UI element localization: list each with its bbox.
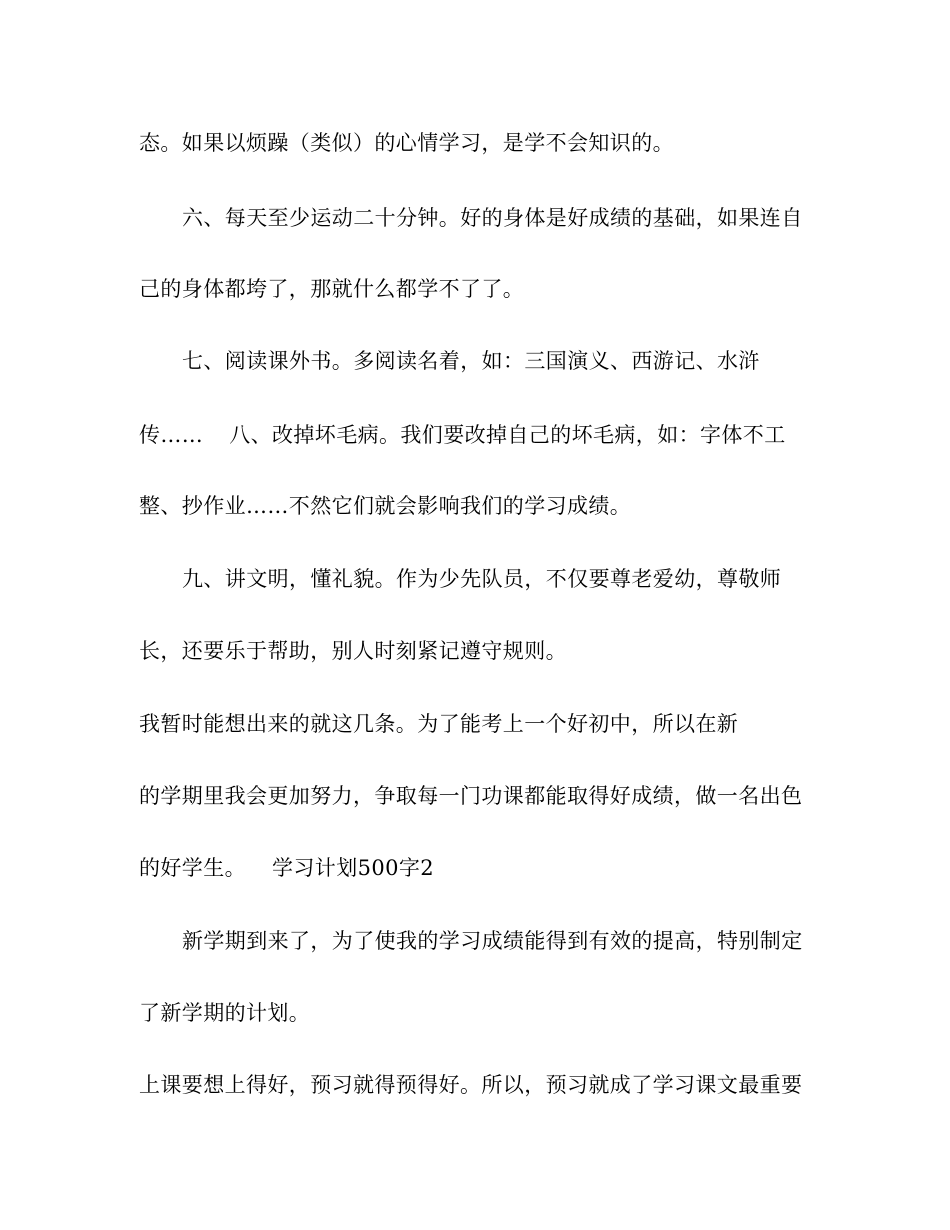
text-line: 长，还要乐于帮助，别人时刻紧记遵守规则。 (139, 639, 567, 663)
text-line: 整、抄作业……不然它们就会影响我们的学习成绩。 (139, 494, 632, 518)
text-line: 六、每天至少运动二十分钟。好的身体是好成绩的基础，如果连自 (182, 206, 803, 230)
text-line: 新学期到来了，为了使我的学习成绩能得到有效的提高，特别制定 (182, 929, 803, 953)
text-line: 己的身体都垮了，那就什么都学不了了。 (139, 277, 525, 301)
text-line: 七、阅读课外书。多阅读名着，如：三国演义、西游记、水浒 (182, 349, 760, 373)
text-line-combined (139, 420, 786, 450)
text-line-combined (139, 853, 434, 883)
text-fragment: 八、改掉坏毛病。我们要改掉自己的坏毛病，如：字体不工 (229, 423, 786, 447)
text-line: 的学期里我会更加努力，争取每一门功课都能取得好成绩，做一名出色 (139, 784, 803, 808)
text-line: 了新学期的计划。 (139, 1001, 311, 1025)
text-line: 我暂时能想出来的就这几条。为了能考上一个好初中，所以在新 (139, 712, 739, 736)
text-fragment: 的好学生。 (139, 856, 246, 880)
text-line: 九、讲文明，懂礼貌。作为少先队员，不仅要尊老爱幼，尊敬师 (182, 567, 782, 591)
text-line: 态。如果以烦躁（类似）的心情学习，是学不会知识的。 (139, 131, 674, 155)
section-heading: 学习计划500字2 (272, 856, 435, 880)
text-fragment: 传…… (139, 423, 204, 447)
text-line: 上课要想上得好，预习就得预得好。所以，预习就成了学习课文最重要 (139, 1073, 803, 1097)
